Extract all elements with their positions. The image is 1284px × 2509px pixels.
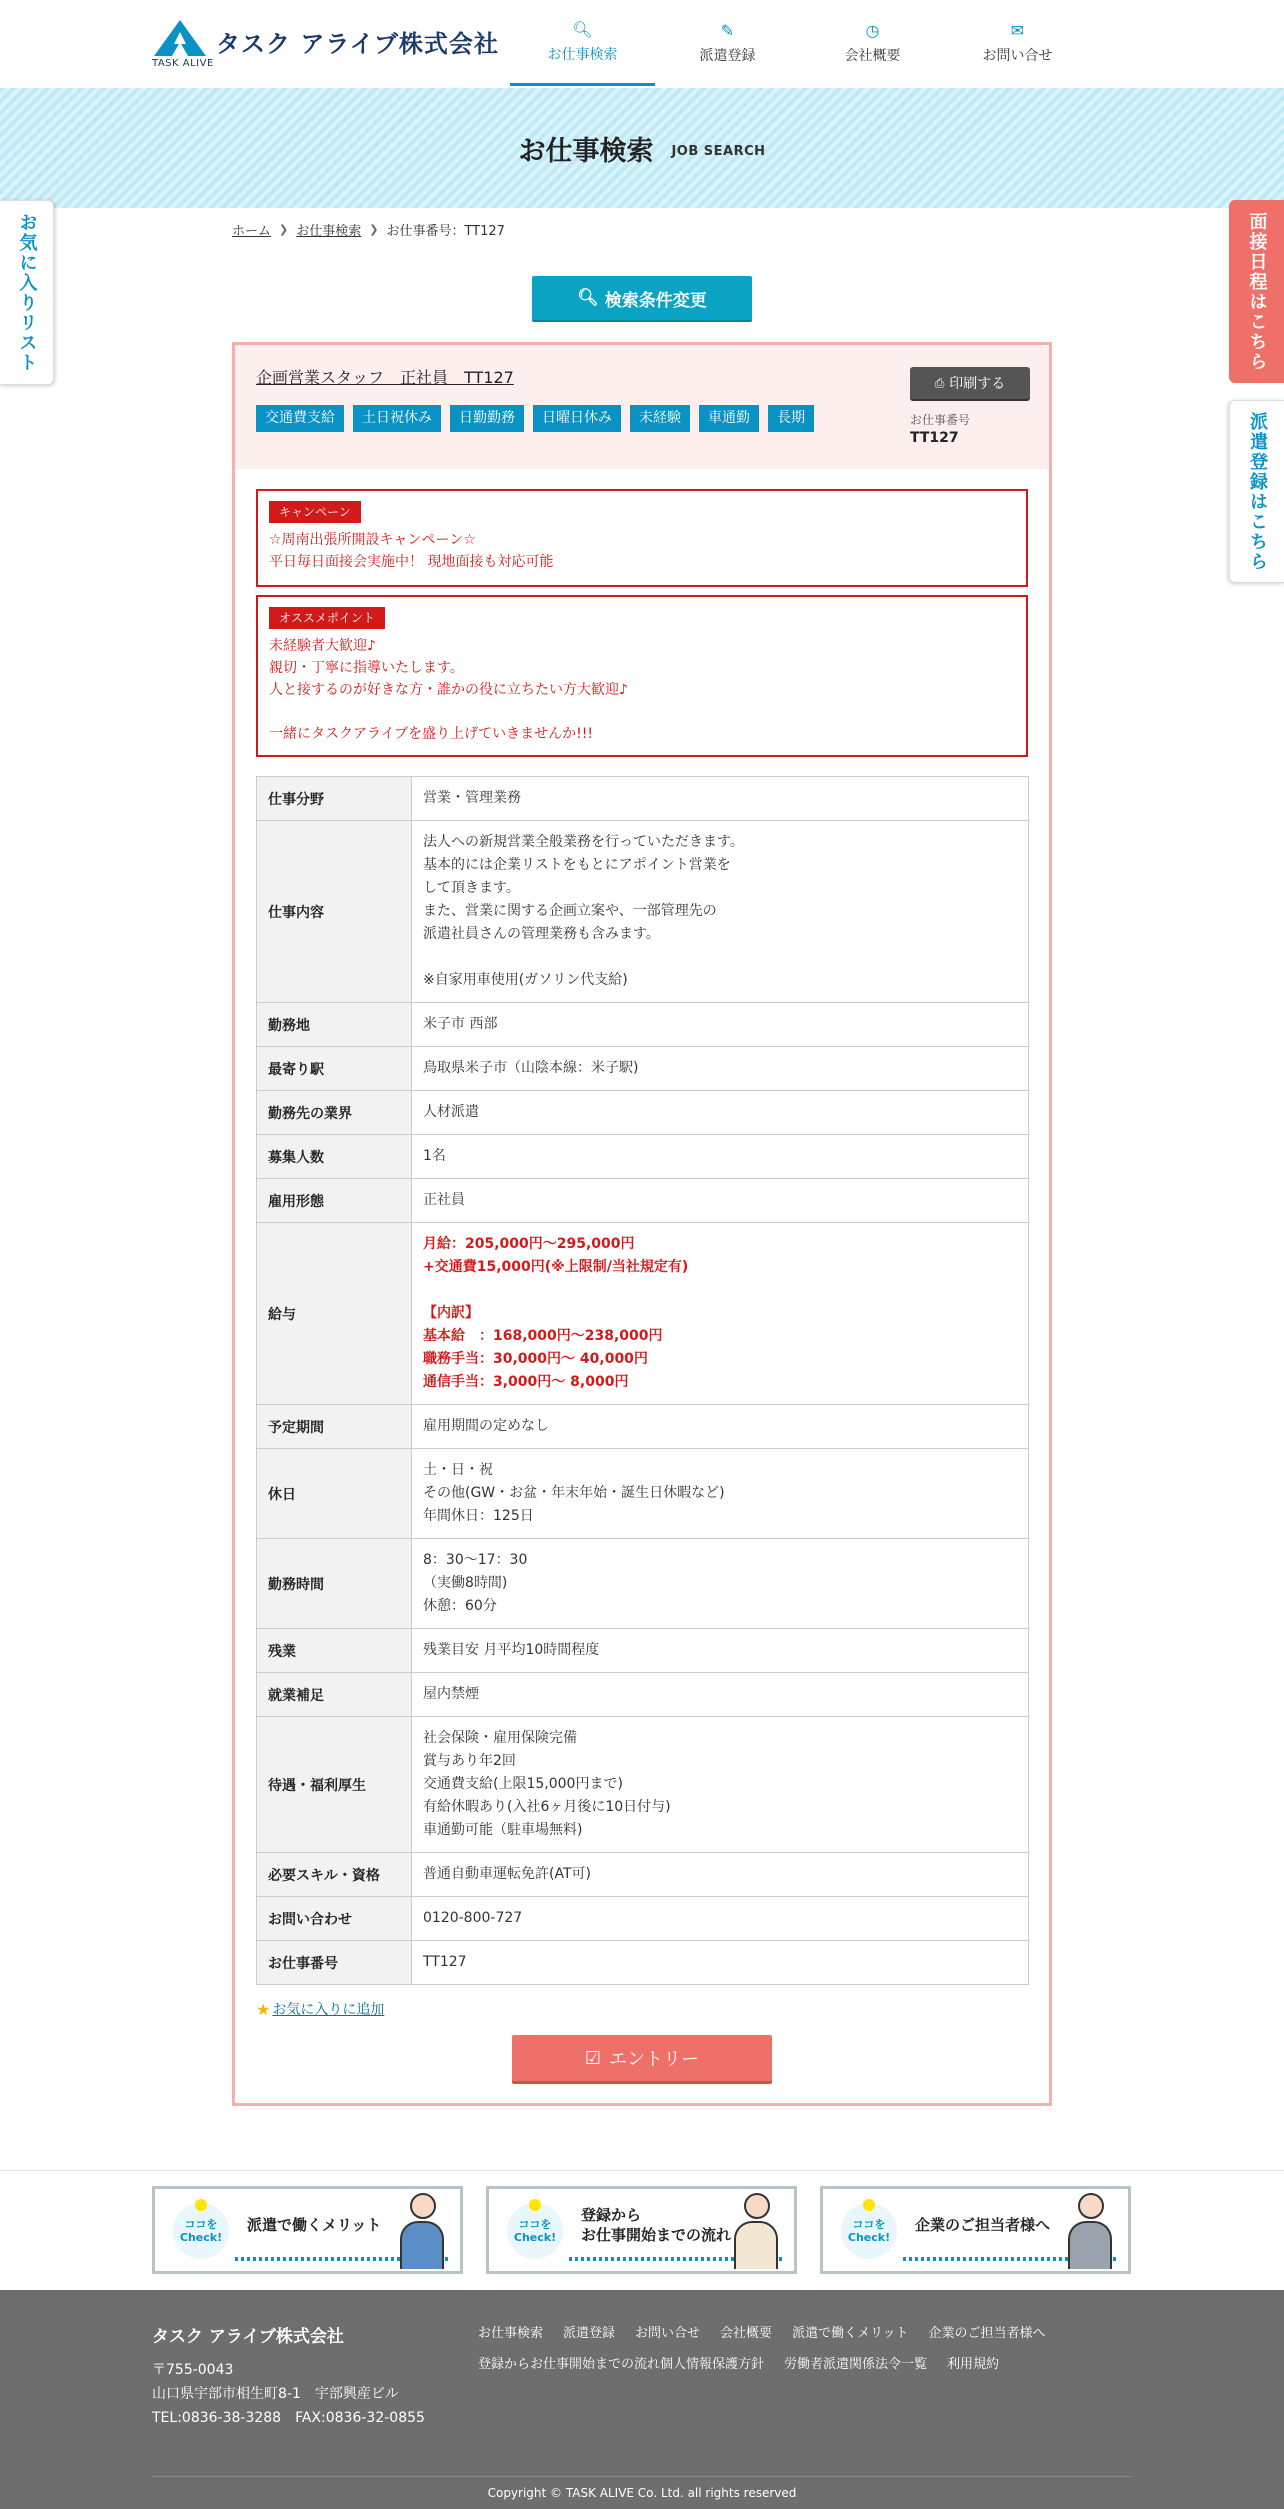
banner-line: お仕事開始までの流れ bbox=[581, 2226, 732, 2244]
detail-value-line: 有給休暇あり(入社6ヶ月後に10日付与) bbox=[423, 1799, 671, 1815]
footer-link[interactable]: 会社概要 bbox=[720, 2326, 773, 2341]
campaign-notice bbox=[256, 489, 1028, 587]
check-text: ココを bbox=[852, 2218, 886, 2231]
detail-row bbox=[257, 1179, 1029, 1223]
nav-registration[interactable] bbox=[655, 0, 800, 86]
job-card-header bbox=[235, 345, 1049, 469]
banner-merits[interactable] bbox=[152, 2186, 463, 2274]
page-hero bbox=[0, 88, 1284, 208]
nav-company[interactable] bbox=[800, 0, 945, 86]
detail-value-line: 米子市 西部 bbox=[423, 1016, 498, 1032]
chevron-right-icon: ❯ bbox=[279, 223, 289, 236]
detail-value-line: 【内訳】 bbox=[423, 1305, 479, 1321]
search-icon: 🔍︎ bbox=[572, 19, 593, 39]
banner-text bbox=[581, 2189, 731, 2261]
detail-value-line: 基本的には企業リストをもとにアポイント営業を bbox=[423, 857, 731, 873]
detail-value bbox=[412, 1717, 1029, 1853]
detail-row bbox=[257, 1853, 1029, 1897]
detail-value-line: 土・日・祝 bbox=[423, 1462, 493, 1478]
job-tag: 日勤勤務 bbox=[450, 405, 524, 432]
nav-label: お仕事検索 bbox=[547, 46, 618, 63]
footer-link[interactable]: お仕事検索 bbox=[478, 2326, 544, 2341]
nav-label: 派遣登録 bbox=[699, 48, 756, 64]
chevron-right-icon: ❯ bbox=[369, 223, 379, 236]
detail-label: お問い合わせ bbox=[257, 1897, 412, 1941]
page-subtitle: JOB SEARCH bbox=[671, 143, 766, 159]
detail-value-line: 普通自動車運転免許(AT可) bbox=[423, 1866, 591, 1882]
detail-value-line: 賞与あり年2回 bbox=[423, 1753, 516, 1769]
banner-flow[interactable] bbox=[486, 2186, 797, 2274]
footer-address bbox=[152, 2358, 425, 2430]
registration-label: 派遣登録はこちら bbox=[1247, 411, 1268, 572]
check-badge bbox=[173, 2203, 229, 2259]
main-nav bbox=[510, 0, 1090, 86]
detail-value bbox=[412, 1047, 1029, 1091]
detail-row bbox=[257, 1539, 1029, 1629]
check-text: Check! bbox=[513, 2231, 557, 2244]
detail-value bbox=[412, 1405, 1029, 1449]
detail-value-line: 0120-800-727 bbox=[423, 1910, 523, 1926]
person-illustration-icon bbox=[734, 2193, 780, 2271]
detail-label: 最寄り駅 bbox=[257, 1047, 412, 1091]
check-text: ココを bbox=[518, 2218, 552, 2231]
address-line: TEL:0836-38-3288 FAX:0836-32-0855 bbox=[152, 2410, 425, 2426]
detail-label: 雇用形態 bbox=[257, 1179, 412, 1223]
clock-icon: ◷ bbox=[865, 21, 880, 40]
campaign-badge: キャンペーン bbox=[269, 501, 361, 523]
breadcrumb-current: お仕事番号：TT127 bbox=[386, 224, 505, 239]
detail-value-line: 年間休日：125日 bbox=[423, 1508, 534, 1524]
job-tag: 土日祝休み bbox=[353, 405, 441, 432]
address-line: 山口県宇部市相生町8-1 宇部興産ビル bbox=[152, 2386, 399, 2402]
detail-label: 就業補足 bbox=[257, 1673, 412, 1717]
job-detail-table bbox=[256, 776, 1029, 1985]
bulb-icon bbox=[195, 2199, 207, 2211]
favorites-list-label: お気に入りリスト bbox=[16, 212, 38, 373]
breadcrumb-home[interactable]: ホーム bbox=[232, 224, 272, 239]
detail-row bbox=[257, 1673, 1029, 1717]
detail-label: 仕事内容 bbox=[257, 821, 412, 1003]
detail-row bbox=[257, 1091, 1029, 1135]
job-tag: 長期 bbox=[768, 405, 814, 432]
footer-company: タスク アライブ株式会社 bbox=[152, 2327, 344, 2347]
pencil-icon: ✎ bbox=[720, 21, 735, 40]
detail-value-line: 職務手当：30,000円～ 40,000円 bbox=[423, 1351, 648, 1367]
job-tag: 日曜日休み bbox=[533, 405, 621, 432]
job-tag: 交通費支給 bbox=[256, 405, 344, 432]
nav-label: お問い合せ bbox=[982, 48, 1053, 64]
banner-text bbox=[915, 2189, 1050, 2261]
add-favorite[interactable] bbox=[256, 1999, 384, 2019]
recommend-point-line: 親切・丁寧に指導いたします。 bbox=[269, 660, 464, 676]
favorites-list-tab[interactable] bbox=[0, 200, 54, 385]
detail-label: 必要スキル・資格 bbox=[257, 1853, 412, 1897]
address-line: 〒755-0043 bbox=[152, 2362, 234, 2378]
detail-label: 残業 bbox=[257, 1629, 412, 1673]
person-illustration-icon bbox=[400, 2193, 446, 2271]
person-illustration-icon bbox=[1068, 2193, 1114, 2271]
footer-link[interactable]: お問い合せ bbox=[635, 2326, 701, 2341]
detail-value-line: 残業目安 月平均10時間程度 bbox=[423, 1642, 600, 1658]
detail-value bbox=[412, 1673, 1029, 1717]
job-title[interactable]: 企画営業スタッフ 正社員 TT127 bbox=[256, 368, 514, 387]
detail-value-line: 1名 bbox=[423, 1148, 446, 1164]
detail-value bbox=[412, 1003, 1029, 1047]
detail-value bbox=[412, 1091, 1029, 1135]
recommend-points-badge: オススメポイント bbox=[269, 607, 385, 629]
detail-value bbox=[412, 1897, 1029, 1941]
copyright: Copyright © TASK ALIVE Co. Ltd. all rights reserved bbox=[487, 2486, 797, 2500]
breadcrumb bbox=[232, 220, 505, 239]
printer-icon: ⎙ bbox=[934, 375, 945, 390]
interview-schedule-label: 面接日程はこちら bbox=[1246, 211, 1268, 372]
banner-line: 企業のご担当者様へ bbox=[915, 2216, 1051, 2234]
check-badge bbox=[507, 2203, 563, 2259]
detail-value bbox=[412, 1449, 1029, 1539]
detail-value bbox=[412, 1223, 1029, 1405]
change-search-button[interactable] bbox=[532, 276, 752, 320]
detail-row bbox=[257, 1135, 1029, 1179]
detail-value bbox=[412, 821, 1029, 1003]
site-header bbox=[0, 0, 1284, 88]
footer-link[interactable]: 派遣登録 bbox=[563, 2326, 616, 2341]
nav-contact[interactable] bbox=[945, 0, 1090, 86]
banner-divider bbox=[0, 2170, 1284, 2171]
logo-mark bbox=[152, 18, 214, 70]
logo-triangle-icon bbox=[152, 18, 208, 58]
entry-button[interactable] bbox=[512, 2035, 772, 2081]
detail-value bbox=[412, 1179, 1029, 1223]
logo-text: タスク アライブ株式会社 bbox=[216, 30, 499, 58]
footer-link[interactable]: 個人情報保護方針 bbox=[660, 2357, 765, 2372]
detail-value-line: 営業・管理業務 bbox=[423, 790, 521, 806]
detail-value-line: 月給：205,000円～295,000円 bbox=[423, 1236, 635, 1252]
mail-icon: ✉ bbox=[1010, 21, 1025, 40]
detail-value bbox=[412, 1539, 1029, 1629]
interview-schedule-tab[interactable] bbox=[1229, 200, 1284, 383]
detail-label: 給与 bbox=[257, 1223, 412, 1405]
detail-value-line: 法人への新規営業全般業務を行っていただきます。 bbox=[423, 834, 744, 850]
star-icon: ★ bbox=[256, 1999, 271, 2019]
detail-value bbox=[412, 777, 1029, 821]
banner-text bbox=[247, 2189, 381, 2261]
recommend-point-line: 未経験者大歓迎♪ bbox=[269, 638, 376, 654]
campaign-line: ☆周南出張所開設キャンペーン☆ bbox=[269, 532, 476, 548]
detail-label: 募集人数 bbox=[257, 1135, 412, 1179]
job-tags bbox=[256, 405, 823, 432]
detail-value-line: その他(GW・お盆・年末年始・誕生日休暇など) bbox=[423, 1485, 725, 1501]
breadcrumb-search[interactable]: お仕事検索 bbox=[296, 224, 362, 239]
print-label: 印刷する bbox=[949, 376, 1006, 392]
detail-label: 勤務時間 bbox=[257, 1539, 412, 1629]
detail-value bbox=[412, 1135, 1029, 1179]
check-square-icon: ☑ bbox=[584, 2047, 602, 2069]
detail-value-line: 基本給 ：168,000円～238,000円 bbox=[423, 1328, 663, 1344]
detail-value-line: 人材派遣 bbox=[423, 1104, 479, 1120]
detail-value-line: して頂きます。 bbox=[423, 880, 520, 896]
detail-value-line: （実働8時間) bbox=[423, 1575, 508, 1591]
detail-value bbox=[412, 1629, 1029, 1673]
nav-label: 会社概要 bbox=[844, 48, 901, 64]
banner-line: 派遣で働くメリット bbox=[247, 2216, 382, 2234]
detail-label: 休日 bbox=[257, 1449, 412, 1539]
detail-value-line bbox=[423, 946, 1017, 969]
job-tag: 未経験 bbox=[630, 405, 690, 432]
detail-value-line: 雇用期間の定めなし bbox=[423, 1418, 549, 1434]
entry-label: エントリー bbox=[609, 2049, 700, 2070]
search-icon: 🔍︎ bbox=[577, 288, 599, 308]
nav-job-search[interactable] bbox=[510, 0, 655, 86]
detail-value bbox=[412, 1941, 1029, 1985]
job-card bbox=[232, 342, 1052, 2106]
bulb-icon bbox=[529, 2199, 541, 2211]
recommend-points-notice bbox=[256, 595, 1028, 757]
detail-row bbox=[257, 1717, 1029, 1853]
detail-value-line: 鳥取県米子市（山陰本線：米子駅) bbox=[423, 1060, 639, 1076]
footer-divider bbox=[152, 2476, 1132, 2477]
detail-row bbox=[257, 1941, 1029, 1985]
detail-value-line: +交通費15,000円(※上限制/当社規定有) bbox=[423, 1259, 689, 1275]
registration-tab[interactable] bbox=[1229, 400, 1284, 583]
detail-row bbox=[257, 1629, 1029, 1673]
detail-row bbox=[257, 821, 1029, 1003]
footer-link[interactable]: 派遣で働くメリット bbox=[792, 2326, 909, 2341]
detail-value-line: ※自家用車使用(ガソリン代支給) bbox=[423, 972, 628, 988]
check-text: Check! bbox=[179, 2231, 223, 2244]
detail-value bbox=[412, 1853, 1029, 1897]
detail-value-line: 通信手当：3,000円～ 8,000円 bbox=[423, 1374, 629, 1390]
detail-value-line: 休憩：60分 bbox=[423, 1598, 497, 1614]
job-tag: 車通勤 bbox=[699, 405, 759, 432]
detail-label: 仕事分野 bbox=[257, 777, 412, 821]
detail-value-line: また、営業に関する企画立案や、一部管理先の bbox=[423, 903, 717, 919]
detail-label: 予定期間 bbox=[257, 1405, 412, 1449]
detail-row bbox=[257, 1223, 1029, 1405]
site-footer bbox=[0, 2290, 1284, 2509]
recommend-point-line: 人と接するのが好きな方・誰かの役に立ちたい方大歓迎♪ bbox=[269, 682, 628, 698]
check-badge bbox=[841, 2203, 897, 2259]
detail-row bbox=[257, 1003, 1029, 1047]
detail-row bbox=[257, 1897, 1029, 1941]
detail-value-line: 屋内禁煙 bbox=[423, 1686, 479, 1702]
print-button[interactable] bbox=[910, 367, 1030, 399]
footer-link[interactable]: 企業のご担当者様へ bbox=[928, 2326, 1046, 2341]
campaign-line: 平日毎日面接会実施中！ 現地面接も対応可能 bbox=[269, 554, 554, 570]
detail-row bbox=[257, 1047, 1029, 1091]
site-logo[interactable] bbox=[152, 18, 499, 72]
footer-link[interactable]: 利用規約 bbox=[947, 2357, 1000, 2372]
bulb-icon bbox=[863, 2199, 875, 2211]
detail-value-line: 正社員 bbox=[423, 1192, 465, 1208]
detail-row bbox=[257, 1405, 1029, 1449]
footer-link[interactable]: 労働者派遣関係法令一覧 bbox=[784, 2357, 928, 2372]
detail-label: 勤務先の業界 bbox=[257, 1091, 412, 1135]
detail-row bbox=[257, 777, 1029, 821]
add-favorite-link[interactable]: お気に入りに追加 bbox=[272, 2002, 385, 2018]
detail-value-line: TT127 bbox=[423, 1954, 467, 1970]
recommend-point-line bbox=[269, 701, 1015, 723]
detail-value-line: 派遣社員さんの管理業務も含みます。 bbox=[423, 926, 660, 942]
footer-links bbox=[478, 2322, 1098, 2384]
detail-label: 勤務地 bbox=[257, 1003, 412, 1047]
detail-value-line: 8：30～17：30 bbox=[423, 1552, 528, 1568]
change-search-label: 検索条件変更 bbox=[604, 290, 707, 311]
detail-value-line: 車通勤可能（駐車場無料) bbox=[423, 1822, 583, 1838]
detail-label: お仕事番号 bbox=[257, 1941, 412, 1985]
detail-value-line bbox=[423, 1279, 1017, 1302]
banner-line: 登録から bbox=[581, 2206, 642, 2224]
detail-row bbox=[257, 1449, 1029, 1539]
logo-subtext: TASK ALIVE bbox=[152, 58, 214, 69]
check-text: ココを bbox=[184, 2218, 218, 2231]
page-title: お仕事検索 bbox=[518, 135, 654, 167]
job-number-value: TT127 bbox=[910, 430, 959, 446]
check-text: Check! bbox=[847, 2231, 891, 2244]
recommend-point-line: 一緒にタスクアライブを盛り上げていきませんか!!! bbox=[269, 726, 593, 742]
detail-value-line: 交通費支給(上限15,000円まで) bbox=[423, 1776, 623, 1792]
banner-companies[interactable] bbox=[820, 2186, 1131, 2274]
job-number-label: お仕事番号 bbox=[910, 413, 971, 427]
detail-label: 待遇・福利厚生 bbox=[257, 1717, 412, 1853]
detail-value-line: 社会保険・雇用保険完備 bbox=[423, 1730, 577, 1746]
footer-link[interactable]: 登録からお仕事開始までの流れ bbox=[478, 2357, 661, 2372]
